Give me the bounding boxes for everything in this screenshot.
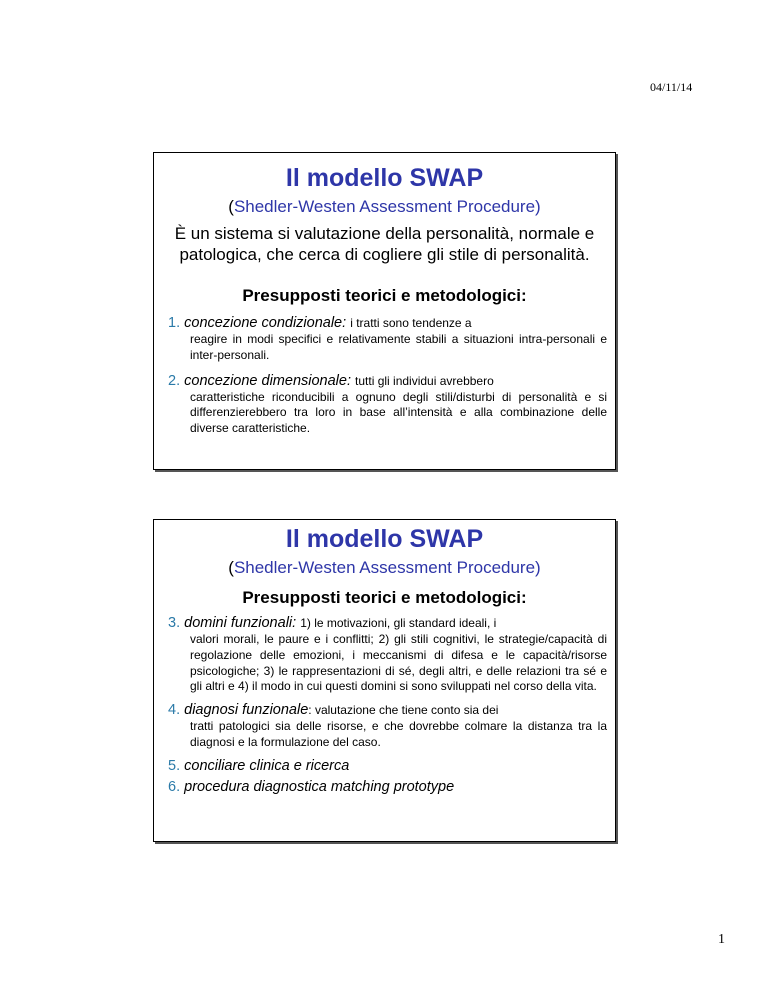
item-number: 4. bbox=[168, 702, 181, 719]
list-item bbox=[168, 701, 607, 751]
item-first-line: tutti gli individui avrebbero bbox=[355, 373, 494, 388]
item-term: domini funzionali: bbox=[184, 615, 297, 631]
item-term: procedura diagnostica matching prototype bbox=[184, 778, 455, 795]
item-number: 2. bbox=[168, 372, 181, 389]
subtitle-paren: ( bbox=[228, 558, 234, 577]
item-body: reagire in modi specifici e relativamente stabili a situazioni intra-personali e inter-personali. bbox=[190, 332, 607, 362]
item-term: concezione condizionale: bbox=[184, 315, 347, 331]
item-number: 1. bbox=[168, 315, 181, 331]
slide-subtitle bbox=[154, 197, 615, 217]
list-item bbox=[168, 314, 607, 364]
item-number: 3. bbox=[168, 615, 181, 631]
item-term: diagnosi funzionale bbox=[184, 702, 309, 719]
premises-list bbox=[154, 614, 615, 797]
item-number: 6. bbox=[168, 778, 181, 795]
item-number: 5. bbox=[168, 757, 181, 774]
subtitle-text: Shedler-Westen Assessment Procedure) bbox=[233, 197, 541, 216]
list-item bbox=[168, 757, 607, 776]
slide-intro: È un sistema si valutazione della personalità, normale e patologica, che cerca di cogliere gli stile di personalità. bbox=[174, 224, 595, 264]
item-body: tratti patologici sia delle risorse, e che dovrebbe colmare la distanza tra la diagnosi e la formulazione del caso. bbox=[190, 719, 607, 749]
item-body: caratteristiche riconducibili a ognuno degli stili/disturbi di personalità e si differenzierebbero tra loro in base all’intensità e alla combinazione delle diverse caratteristiche. bbox=[190, 389, 607, 436]
item-term: concezione dimensionale: bbox=[184, 372, 351, 389]
premises-list bbox=[154, 314, 615, 437]
list-item bbox=[168, 778, 607, 797]
item-first-line: 1) le motivazioni, gli standard ideali, i bbox=[300, 616, 497, 630]
item-first-line: i tratti sono tendenze a bbox=[350, 316, 472, 330]
slide-title: Il modello SWAP bbox=[285, 164, 484, 192]
item-term: conciliare clinica e ricerca bbox=[184, 757, 350, 774]
page-date: 04/11/14 bbox=[650, 80, 693, 94]
slide-subtitle bbox=[154, 558, 615, 578]
slide-title: Il modello SWAP bbox=[285, 525, 484, 553]
slide-heading: Presupposti teorici e metodologici: bbox=[242, 588, 527, 607]
list-item bbox=[168, 372, 607, 437]
slide-2 bbox=[153, 519, 616, 842]
item-body: valori morali, le paure e i conflitti; 2) gli stili cognitivi, le strategie/capacità di regolazione delle emozioni, i meccanismi di difesa e le capacità/risorse psicologiche; 3) le rappresentazioni di sé, degli altri, e delle relazioni tra sé e gli altri e 4) il modo in cui questi domini si sono sviluppati nel corso della vita. bbox=[190, 632, 607, 694]
slide-1 bbox=[153, 152, 616, 470]
slide-heading: Presupposti teorici e metodologici: bbox=[242, 286, 527, 305]
item-first-line: : valutazione che tiene conto sia dei bbox=[308, 703, 499, 718]
list-item bbox=[168, 614, 607, 695]
page-number: 1 bbox=[718, 932, 725, 947]
subtitle-paren: ( bbox=[228, 197, 234, 216]
subtitle-text: Shedler-Westen Assessment Procedure) bbox=[233, 558, 541, 577]
